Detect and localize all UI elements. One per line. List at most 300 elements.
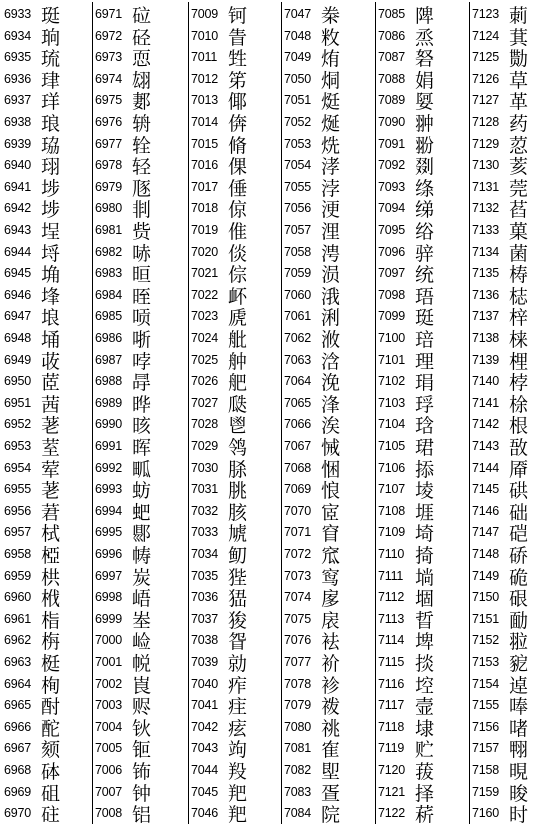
table-column [472,2,537,827]
hanzi-character: 栱 [41,566,61,589]
hanzi-character: 陴 [415,5,435,27]
character-code: 7014 [191,115,219,129]
character-code: 7090 [378,115,406,129]
hanzi-character: 茝 [41,372,61,395]
hanzi-character: 窊 [321,545,341,567]
hanzi-character: 窅 [321,523,341,546]
table-row [191,67,280,92]
hanzi-character: 炭 [132,566,152,589]
character-code: 6967 [4,741,32,756]
table-row [191,283,280,308]
character-code: 7056 [284,201,312,216]
table-row [4,715,93,740]
character-code: 7120 [378,763,406,777]
character-code: 7072 [284,547,312,561]
hanzi-character: 轻 [132,156,152,179]
hanzi-character: 莞 [509,177,529,200]
hanzi-character: 菌 [509,242,529,265]
hanzi-character: 倻 [228,91,248,114]
table-row [95,196,184,222]
table-row [284,283,373,308]
character-code: 7137 [472,309,500,324]
character-code: 6934 [4,28,32,43]
character-code: 7153 [472,655,500,669]
table-row [284,175,373,200]
hanzi-character: 豗 [132,177,152,200]
hanzi-character: 浡 [321,177,341,200]
character-code: 7015 [191,136,219,151]
table-row [284,369,373,395]
hanzi-character: 硙 [509,523,529,546]
table-row [378,348,467,373]
table-row [284,736,373,762]
table-row [378,132,467,157]
hanzi-character: 倮 [228,156,248,179]
hanzi-character: 衸 [321,653,341,675]
hanzi-character: 琅 [41,113,61,135]
character-code: 6995 [95,525,123,540]
table-row [284,110,373,135]
table-row [472,283,537,308]
hanzi-character: 鱽 [228,545,248,567]
table-row [472,736,537,762]
table-row [4,175,93,200]
hanzi-character: 翀 [415,113,435,135]
character-code: 7131 [472,179,500,194]
column-divider [469,2,470,824]
table-row [472,110,537,135]
table-row [284,326,373,351]
table-row [472,132,537,157]
hanzi-character: 硔 [509,480,529,503]
hanzi-character: 鸰 [228,437,248,459]
character-code: 7093 [378,179,406,194]
table-row [284,261,373,287]
table-row [472,45,537,71]
table-row [378,196,467,222]
table-row [191,801,280,827]
table-row [4,412,93,438]
hanzi-character: 理 [415,350,435,373]
character-code: 7038 [191,633,219,648]
character-code: 6973 [95,50,123,65]
table-row [95,45,184,71]
table-row [4,391,93,416]
character-code: 7100 [378,331,406,345]
hanzi-character: 珒 [41,69,61,92]
hanzi-character: 珕 [41,134,61,157]
hanzi-character: 埼 [415,523,435,546]
hanzi-character: 晐 [132,415,152,438]
table-column [378,2,467,827]
character-code: 7010 [191,28,219,43]
character-code: 6946 [4,287,32,302]
table-row [191,672,280,697]
character-code: 6941 [4,179,32,194]
hanzi-character: 珦 [41,26,61,49]
hanzi-character: 莙 [41,501,61,524]
character-code: 7145 [472,482,500,497]
character-code: 7128 [472,115,500,129]
table-row [378,801,467,827]
hanzi-character: 埭 [415,717,435,740]
character-code: 7026 [191,374,219,389]
character-code: 7032 [191,503,219,518]
character-code: 6996 [95,547,123,561]
character-code: 7123 [472,7,500,21]
table-row [472,153,537,179]
hanzi-character: 眢 [228,631,248,654]
table-row [95,477,184,503]
character-code: 6952 [4,417,32,432]
table-row [472,326,537,351]
character-code: 6942 [4,201,32,216]
hanzi-character: 悈 [321,437,341,459]
hanzi-character: 埪 [415,674,435,697]
column-divider [375,2,376,824]
table-row [95,456,184,481]
hanzi-character: 统 [415,264,435,287]
hanzi-character: 梩 [509,350,529,373]
hanzi-character: 晔 [132,393,152,416]
table-row [378,369,467,395]
table-row [95,240,184,265]
hanzi-character: 涐 [321,285,341,308]
table-row [472,715,537,740]
hanzi-character: 砵 [41,761,61,783]
character-code: 7073 [284,568,312,583]
table-row [95,672,184,697]
table-row [472,780,537,805]
character-code: 7151 [472,611,500,626]
table-row [191,542,280,567]
hanzi-character: 浭 [321,199,341,222]
character-code: 6972 [95,28,123,43]
hanzi-character: 埄 [41,285,61,308]
character-code: 6966 [4,719,32,734]
character-code: 6976 [95,115,123,129]
character-code: 6951 [4,395,32,410]
table-row [191,2,280,27]
hanzi-character: 舭 [228,329,248,351]
hanzi-character: 脎 [228,458,248,481]
table-row [191,196,280,222]
character-code: 7078 [284,676,312,691]
character-code: 7071 [284,525,312,540]
character-code: 7036 [191,590,219,605]
character-code: 7064 [284,374,312,389]
hanzi-character: 堐 [415,501,435,524]
hanzi-character: 琀 [415,415,435,438]
character-code: 6989 [95,395,123,410]
table-row [191,326,280,351]
table-row [284,218,373,243]
character-code: 7017 [191,179,219,194]
character-code: 7102 [378,374,406,389]
hanzi-character: 砫 [41,804,61,827]
character-code: 6957 [4,525,32,540]
hanzi-character: 勔 [509,609,529,632]
table-row [378,607,467,632]
character-code: 7008 [95,806,123,821]
character-code: 7154 [472,676,500,691]
table-row [284,67,373,92]
character-code: 7057 [284,223,312,237]
table-row [472,88,537,114]
character-code: 7005 [95,741,123,756]
hanzi-character: 厣 [509,458,529,481]
character-code: 6981 [95,223,123,237]
character-code: 7160 [472,806,500,821]
character-code: 7106 [378,460,406,475]
hanzi-character: 冔 [132,372,152,395]
table-row [472,693,537,719]
character-code: 6940 [4,158,32,173]
character-code: 7133 [472,223,500,237]
hanzi-character: 袗 [321,674,341,697]
table-column [191,2,280,827]
character-code: 7055 [284,179,312,194]
hanzi-character: 荎 [41,437,61,459]
table-row [95,2,184,27]
hanzi-character: 堌 [415,588,435,611]
character-code: 7113 [378,611,405,626]
table-row [4,369,93,395]
table-row [4,348,93,373]
hanzi-character: 扆 [321,609,341,632]
table-row [95,693,184,719]
character-code: 7132 [472,201,500,216]
hanzi-character: 浲 [321,393,341,416]
hanzi-character: 贮 [415,739,435,762]
hanzi-character: 烝 [415,26,435,49]
character-code: 6991 [95,439,123,453]
hanzi-character: 悢 [321,480,341,503]
table-column [284,2,373,827]
table-row [378,240,467,265]
table-row [378,391,467,416]
character-code: 7049 [284,50,312,65]
table-row [378,477,467,503]
character-code: 6936 [4,71,32,86]
hanzi-character: 唝 [132,307,152,330]
hanzi-character: 郪 [132,91,152,114]
hanzi-character: 扅 [321,588,341,611]
table-row [95,628,184,654]
table-row [4,736,93,762]
table-row [284,672,373,697]
character-code: 6982 [95,244,123,259]
hanzi-character: 椏 [41,545,61,567]
hanzi-character: 绤 [415,221,435,243]
hanzi-character: 浰 [321,307,341,330]
character-code: 7110 [378,547,405,561]
hanzi-character: 浼 [321,372,341,395]
table-row [191,348,280,373]
hanzi-character: 琄 [415,372,435,395]
character-code: 7140 [472,374,500,389]
character-code: 7042 [191,719,219,734]
character-code: 6938 [4,115,32,129]
character-code: 7075 [284,611,312,626]
table-row [191,693,280,719]
character-code: 7000 [95,633,123,648]
table-row [4,261,93,287]
character-code: 7124 [472,28,500,43]
table-row [378,650,467,675]
character-code: 7156 [472,719,500,734]
hanzi-character: 硊 [509,566,529,589]
table-row [284,412,373,438]
table-row [378,693,467,719]
table-row [284,499,373,524]
table-row [4,628,93,654]
hanzi-character: 埫 [415,566,435,589]
character-code: 6984 [95,287,123,302]
hanzi-character: 蚆 [132,501,152,524]
table-row [4,326,93,351]
table-row [284,801,373,827]
character-code: 6965 [4,698,32,713]
table-row [95,369,184,395]
table-row [4,780,93,805]
table-row [472,196,537,222]
hanzi-character: 荵 [509,134,529,157]
character-code: 7081 [284,741,312,756]
table-row [95,585,184,611]
character-code: 7112 [378,590,405,605]
hanzi-character: 赀 [132,221,152,243]
hanzi-character: 琈 [415,393,435,416]
character-code: 7159 [472,784,500,799]
character-code: 6955 [4,482,32,497]
hanzi-character: 羖 [228,761,248,783]
table-row [191,132,280,157]
hanzi-character: 荤 [41,458,61,481]
hanzi-character: 珽 [415,307,435,330]
table-row [472,564,537,589]
table-row [95,736,184,762]
character-code: 6947 [4,309,32,324]
character-code: 7063 [284,352,312,367]
character-code: 6950 [4,374,32,389]
table-row [378,153,467,179]
character-code: 6960 [4,590,32,605]
character-code: 7121 [378,784,406,799]
table-row [472,348,537,373]
table-row [472,758,537,783]
hanzi-character: 烻 [321,113,341,135]
table-row [4,434,93,459]
table-row [4,477,93,503]
table-row [378,45,467,71]
table-row [191,736,280,762]
hanzi-character: 琉 [41,48,61,71]
character-code: 7130 [472,158,500,173]
character-code: 7155 [472,698,500,713]
table-row [95,67,184,92]
character-code: 7033 [191,525,219,540]
table-row [284,585,373,611]
character-code: 7118 [378,719,405,734]
hanzi-character: 梽 [509,285,529,308]
table-row [284,693,373,719]
character-code: 7023 [191,309,219,324]
table-row [4,672,93,697]
character-code: 7060 [284,287,312,302]
hanzi-character: 涄 [321,242,341,265]
hanzi-character: 荖 [41,415,61,438]
character-code: 7069 [284,482,312,497]
character-code: 7119 [378,741,405,756]
table-row [4,196,93,222]
hanzi-character: 晊 [132,285,152,308]
character-code: 7068 [284,460,312,475]
hanzi-character: 革 [509,91,529,114]
character-code: 7024 [191,331,219,345]
table-row [472,434,537,459]
character-code: 7134 [472,244,500,259]
table-row [95,780,184,805]
table-row [4,585,93,611]
table-row [472,369,537,395]
character-code: 7012 [191,71,219,86]
hanzi-character: 狴 [228,566,248,589]
hanzi-character: 烍 [321,134,341,157]
hanzi-character: 竘 [228,739,248,762]
hanzi-character: 萏 [509,199,529,222]
table-row [4,88,93,114]
table-row [191,780,280,805]
hanzi-character: 晢 [415,609,435,632]
table-row [191,477,280,503]
table-row [284,196,373,222]
hanzi-character: 甡 [228,48,248,71]
hanzi-character: 涍 [321,156,341,179]
character-code: 7105 [378,439,406,453]
hanzi-character: 峱 [228,588,248,611]
hanzi-character: 舯 [228,350,248,373]
table-row [191,564,280,589]
hanzi-character: 鬯 [228,415,248,438]
hanzi-character: 梓 [509,307,529,330]
character-code: 7009 [191,7,219,21]
hanzi-character: 荖 [41,480,61,503]
table-row [4,564,93,589]
hanzi-character: 梾 [509,329,529,351]
character-code: 7082 [284,763,312,777]
table-row [378,672,467,697]
hanzi-character: 茜 [41,393,61,416]
table-row [378,456,467,481]
hanzi-character: 辁 [132,134,152,157]
hanzi-character: 郻 [132,523,152,546]
table-row [4,520,93,546]
character-code: 7048 [284,28,312,43]
table-row [284,2,373,27]
character-code: 6988 [95,374,123,389]
character-code: 6971 [95,7,123,21]
table-row [191,45,280,71]
character-code: 7139 [472,352,500,367]
character-code: 7126 [472,71,500,86]
hanzi-character: 疍 [321,782,341,805]
character-code: 6961 [4,611,32,626]
character-code: 6954 [4,460,32,475]
character-code: 7059 [284,266,312,281]
table-row [378,261,467,287]
table-row [378,304,467,330]
